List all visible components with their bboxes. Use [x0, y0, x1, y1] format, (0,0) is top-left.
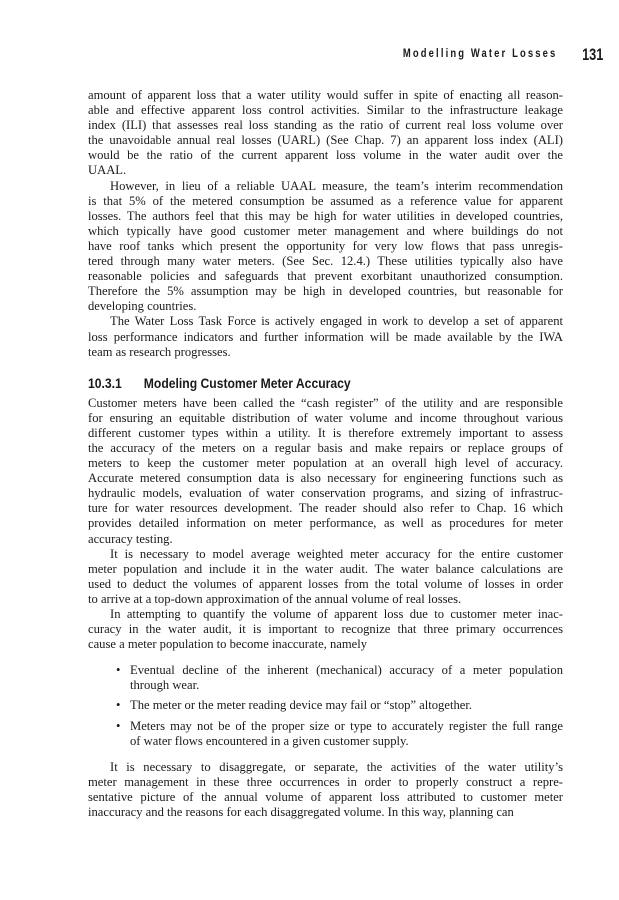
text-line: developing countries. [88, 299, 197, 314]
text-line: through wear. [130, 678, 200, 693]
text-line: • The meter or the meter reading device may fail or “stop” altogether. [130, 698, 472, 713]
text-line: meters to keep the customer meter population at an overall high level of accuracy. [88, 456, 563, 471]
text-line: ture for water resources development. The reader should also refer to Chap. 16 which [88, 501, 563, 516]
text-line: would be the ratio of the current apparent loss volume in the water audit over the [88, 148, 563, 163]
text-line: meter population and include it in the water audit. The water balance calculations are [88, 561, 563, 576]
text-line: In attempting to quantify the volume of apparent loss due to customer meter inac- [110, 607, 563, 621]
paragraph [88, 547, 563, 607]
text-line: sentative picture of the annual volume of apparent loss attributed to customer meter [88, 789, 563, 804]
text-line: losses. The authors feel that this may be high for water utilities in developed countries, [88, 208, 563, 223]
text-line: which typically have good customer meter management and where buildings do not [88, 223, 563, 238]
paragraph [88, 607, 563, 652]
running-head-title: Modelling Water Losses [402, 48, 557, 60]
running-head [380, 46, 605, 66]
paragraph [88, 88, 563, 179]
paragraph [88, 179, 563, 315]
text-line: different customer types within a utility. It is therefore extremely important to assess [88, 425, 563, 440]
text-line: accuracy testing. [88, 531, 173, 546]
text-line: tered through many water meters. (See Sec. 12.4.) These utilities typically also have [88, 254, 563, 269]
paragraph [88, 396, 563, 547]
text-line: the accuracy of the meters on a regular basis and make repairs or replace groups of [88, 440, 563, 455]
text-line: hydraulic models, evaluation of water conservation programs, and sizing of infrastruc- [88, 486, 563, 501]
text-line: • Eventual decline of the inherent (mechanical) accuracy of a meter population [130, 663, 563, 678]
text-line: It is necessary to model average weighted meter accuracy for the entire customer [110, 546, 563, 561]
bullet-item [130, 663, 563, 693]
text-line: Customer meters have been called the “cash register” of the utility and are responsible [88, 395, 563, 410]
text-line: for ensuring an equitable distribution of water volume and income throughout various [88, 410, 563, 425]
text-line: The Water Loss Task Force is actively engaged in work to develop a set of apparent [110, 314, 563, 329]
text-line: the unavoidable annual real losses (UARL) (See Chap. 7) an apparent loss index (ALI) [88, 133, 563, 148]
section-title: Modeling Customer Meter Accuracy [143, 375, 351, 391]
text-line: is that 5% of the metered consumption be assumed as a reference value for apparent [88, 193, 563, 208]
bullet-list [88, 663, 563, 748]
bullet-item [130, 698, 563, 713]
section-number: 10.3.1 [88, 375, 122, 391]
text-line: amount of apparent loss that a water utility would suffer in spite of enacting all reason- [88, 88, 563, 102]
page-number: 131 [581, 45, 603, 64]
paragraph [88, 760, 563, 820]
text-line: • Meters may not be of the proper size or type to accurately register the full range [130, 718, 563, 733]
text-line: reasonable policies and safeguards that prevent exorbitant unauthorized consumption. [88, 269, 563, 284]
text-line: meter management in these three occurrences in order to properly construct a repre- [88, 774, 563, 789]
paragraphs-end [88, 760, 563, 820]
text-line: to arrive at a top-down approximation of the annual volume of real losses. [88, 591, 462, 606]
text-line: It is necessary to disaggregate, or separate, the activities of the water utility’s [110, 759, 563, 774]
text-line: team as research progresses. [88, 344, 231, 359]
text-line: UAAL. [88, 163, 127, 178]
text-line: able and effective apparent loss control activities. Similar to the infrastructure leakage [88, 103, 563, 118]
text-line: Accurate metered consumption data is also necessary for engineering functions such as [88, 471, 563, 486]
text-line: Therefore the 5% assumption may be high in developed countries, but reasonable for [88, 284, 563, 299]
text-line: curacy in the water audit, it is important to recognize that three primary occurrences [88, 622, 563, 637]
text-line: have roof tanks which present the opportunity for very low flows that pass unregis- [88, 238, 563, 253]
text-line: inaccuracy and the reasons for each disaggregated volume. In this way, planning can [88, 805, 514, 820]
section-heading [88, 376, 516, 392]
text-line: index (ILI) that assesses real loss standing as the ratio of current real loss volume over [88, 118, 563, 133]
text-line: of water flows encountered in a given customer supply. [130, 733, 409, 748]
text-line: loss performance indicators and further information will be made available by the IWA [88, 329, 563, 344]
paragraph [88, 314, 563, 359]
text-line: provides detailed information on meter performance, as well as procedures for meter [88, 516, 563, 531]
text-line: used to deduct the volumes of apparent losses from the total volume of losses in order [88, 576, 563, 591]
text-line: cause a meter population to become inaccurate, namely [88, 637, 368, 652]
body-text [88, 88, 563, 820]
text-line: However, in lieu of a reliable UAAL measure, the team’s interim recommendation [110, 178, 563, 193]
paragraphs-top [88, 88, 563, 360]
bullet-item [130, 719, 563, 749]
paragraphs-mid [88, 396, 563, 653]
